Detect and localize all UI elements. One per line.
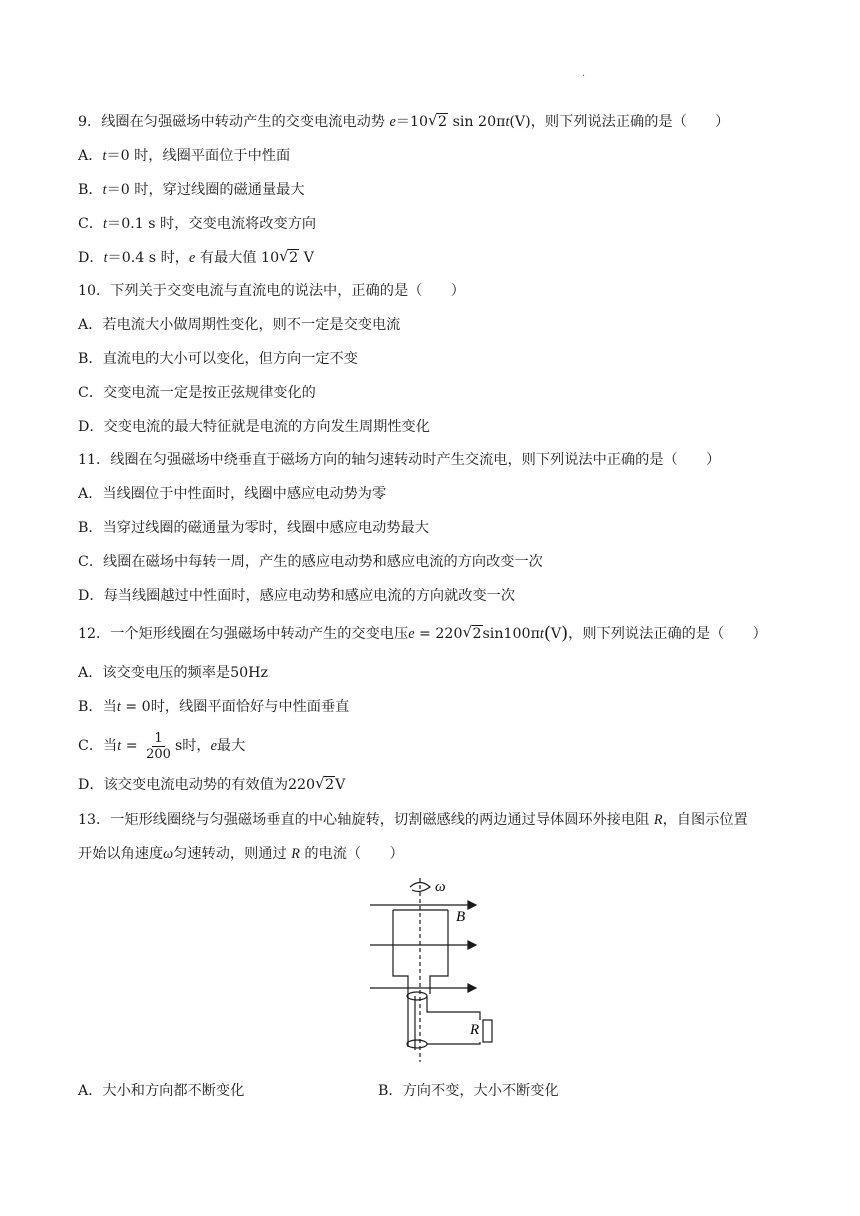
coil-left-side — [393, 910, 408, 1047]
q12-stem-text: 12．一个矩形线圈在匀强磁场中转动产生的交变电压 — [78, 626, 409, 642]
q9-b-t: t — [102, 182, 107, 198]
q10-option-c: C．交变电流一定是按正弦规律变化的 — [78, 385, 316, 401]
q12-b-label: B．当 — [78, 699, 117, 715]
q13-stem-text1-post: ，自图示位置 — [662, 812, 748, 828]
q13-stem-text2: 开始以角速度 — [78, 846, 164, 862]
q12-e-var: e — [408, 626, 415, 642]
q12-stem — [78, 624, 767, 644]
q12-c-denominator: 200 — [146, 746, 171, 762]
q11-option-a: A．当线圈位于中性面时，线圈中感应电动势为零 — [78, 486, 387, 502]
q12-c-label: C．当 — [78, 738, 118, 754]
q10-stem: 10．下列关于交变电流与直流电的说法中，正确的是（ ） — [78, 283, 465, 299]
q12-c-text2: 最大 — [216, 738, 246, 754]
slip-ring-lower — [407, 1040, 427, 1048]
r-label: R — [470, 1022, 480, 1038]
q9-stem-post: ，则下列说法正确的是（ ） — [530, 114, 730, 130]
q9-a-text: ＝0 时，线圈平面位于中性面 — [106, 148, 291, 164]
q9-a-label: A． — [78, 148, 103, 164]
q13-r-var: R — [653, 812, 663, 828]
q12-d-sqrt — [316, 775, 335, 795]
q12-sqrt-arg: 2 — [472, 626, 482, 642]
q12-t-var: t — [539, 626, 544, 642]
q12-option-d — [78, 775, 345, 795]
rotating-coil-diagram — [360, 872, 510, 1062]
q11-option-b: B．当穿过线圈的磁通量为零时，线圈中感应电动势最大 — [78, 520, 429, 536]
q11-option-d: D．每当线圈越过中性面时，感应电动势和感应电流的方向就改变一次 — [78, 588, 516, 604]
q9-b-text: ＝0 时，穿过线圈的磁通量最大 — [106, 182, 305, 198]
q12-c-fraction — [144, 731, 173, 762]
q13-option-a: A．大小和方向都不断变化 — [78, 1083, 245, 1099]
q12-eq: = 220 — [414, 626, 463, 642]
q9-sin: sin 20π — [448, 114, 506, 130]
external-wire-bottom — [427, 1042, 480, 1044]
slip-ring-upper — [407, 992, 427, 1000]
q9-d-unit: V — [299, 250, 314, 266]
q9-t-var: t — [505, 114, 510, 130]
q9-e-var: e — [389, 114, 396, 130]
q12-option-c — [78, 728, 245, 764]
q11-option-c: C．线圈在磁场中每转一周，产生的感应电动势和感应电流的方向改变一次 — [78, 554, 543, 570]
q12-b-t: t — [116, 699, 121, 715]
q12-d-text: D．该交变电流电动势的有效值为220 — [78, 777, 316, 793]
q9-option-a — [78, 146, 290, 166]
q9-a-t: t — [102, 148, 107, 164]
q9-d-sqrt — [280, 248, 299, 268]
q9-c-text: ＝0.1 s 时，交变电流将改变方向 — [107, 216, 317, 232]
q9-stem-text: 9．线圈在匀强磁场中转动产生的交变电流电动势 — [78, 114, 390, 130]
q12-option-b — [78, 697, 349, 717]
q9-d-label: D． — [78, 250, 104, 266]
q9-sqrt-arg: 2 — [438, 114, 448, 130]
q9-d-e: e — [188, 250, 196, 266]
q12-sin: sin100π — [482, 626, 540, 642]
q10-option-a: A．若电流大小做周期性变化，则不一定是交变电流 — [78, 317, 401, 333]
q9-d-mid: ＝0.4 s 时， — [107, 250, 189, 266]
header-dot: . — [582, 68, 586, 79]
q13-option-b: B．方向不变，大小不断变化 — [378, 1083, 559, 1099]
q9-c-t: t — [103, 216, 107, 232]
q12-paren-close: ) — [561, 623, 569, 644]
q12-c-text: s时， — [174, 738, 211, 754]
q12-b-text: = 0时，线圈平面恰好与中性面垂直 — [120, 699, 350, 715]
q12-stem-post: ，则下列说法正确的是（ ） — [568, 626, 767, 642]
q10-option-b: B．直流电的大小可以变化，但方向一定不变 — [78, 351, 358, 367]
q12-sqrt — [464, 624, 483, 644]
q9-sqrt — [429, 112, 448, 132]
q9-option-d — [78, 248, 314, 268]
q13-r-var2: R — [291, 846, 300, 862]
q13-stem-line1 — [78, 810, 748, 830]
q9-eq: ＝10 — [395, 114, 429, 130]
arrowhead-1 — [468, 901, 476, 909]
q12-d-unit: V — [335, 777, 346, 793]
b-label: B — [456, 909, 466, 925]
q12-c-t: t — [117, 738, 122, 754]
q9-d-sqrt-arg: 2 — [289, 250, 299, 266]
arrowhead-3 — [468, 984, 476, 992]
q13-stem-text2-post: 的电流（ ） — [299, 846, 404, 862]
q9-d-t: t — [103, 250, 108, 266]
q9-option-b — [78, 180, 305, 200]
q9-option-c — [78, 214, 316, 234]
arrowhead-2 — [468, 941, 476, 949]
omega-label: ω — [435, 879, 446, 895]
q9-d-mid2: 有最大值 10 — [195, 250, 280, 266]
q12-c-numerator: 1 — [154, 730, 163, 746]
q12-c-e: e — [210, 738, 217, 754]
q10-option-d: D．交变电流的最大特征就是电流的方向发生周期性变化 — [78, 419, 430, 435]
q12-d-sqrt-arg: 2 — [325, 777, 335, 793]
q12-unit: V — [550, 626, 562, 642]
q12-c-eq: = — [121, 738, 143, 754]
q13-stem-text1: 13．一矩形线圈绕与匀强磁场垂直的中心轴旋转，切割磁感线的两边通过导体圆环外接电阻 — [78, 812, 654, 828]
q12-option-a: A．该交变电压的频率是50Hz — [78, 665, 269, 681]
q13-omega: ω — [163, 846, 174, 862]
q13-stem-line2 — [78, 844, 404, 864]
q9-c-label: C． — [78, 216, 104, 232]
q13-stem-text2-mid: 匀速转动，则通过 — [173, 846, 292, 862]
q9-stem — [78, 112, 729, 132]
resistor-r — [483, 1020, 492, 1042]
q11-stem: 11．线圈在匀强磁场中绕垂直于磁场方向的轴匀速转动时产生交流电，则下列说法中正确的是（ ） — [78, 452, 721, 468]
q9-unit: (V) — [509, 114, 531, 130]
coil-right-side — [430, 910, 448, 994]
q12-paren-open: ( — [543, 623, 551, 644]
external-wire-top — [427, 996, 480, 1020]
q9-b-label: B． — [78, 182, 103, 198]
